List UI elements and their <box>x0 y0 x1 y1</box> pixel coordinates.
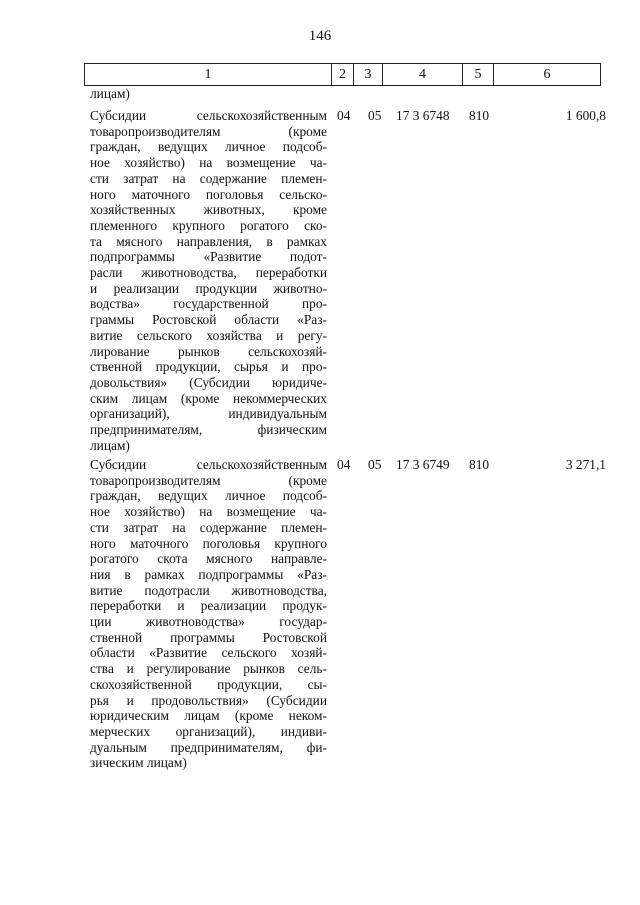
description-line: витие сельского хозяйства и регу- <box>90 327 327 343</box>
description-line: ное хозяйство) на возмещение ча- <box>90 155 327 171</box>
subsection-code: 05 <box>368 457 382 472</box>
target-article-code: 17 3 6748 <box>396 108 450 123</box>
description-line: Субсидии сельскохозяйственным <box>90 457 327 472</box>
subsection-code: 05 <box>368 108 382 123</box>
target-article-code: 17 3 6749 <box>396 457 450 472</box>
description-line: дуальным предпринимателям, фи- <box>90 739 327 755</box>
description-line: ния в рамках подпрограммы «Раз- <box>90 566 327 582</box>
description-line: организаций), индивидуальным <box>90 406 327 422</box>
description-line: предпринимателям, физическим <box>90 422 327 438</box>
description-line: и реализации продукции животно- <box>90 280 327 296</box>
page-number: 146 <box>308 28 332 44</box>
description-line: хозяйственных животных, кроме <box>90 202 327 218</box>
description-line: граммы Ростовской области «Раз- <box>90 312 327 328</box>
description-line: скохозяйственной продукции, сы- <box>90 676 327 692</box>
description-line: племенного крупного рогатого ско- <box>90 217 327 233</box>
section-code: 04 <box>337 108 351 123</box>
description-line: довольствия» (Субсидии юридиче- <box>90 374 327 390</box>
description-line: ного маточного поголовья сельско- <box>90 186 327 202</box>
column-number-3: 3 <box>354 64 383 86</box>
amount-value: 1 600,8 <box>565 108 606 123</box>
expense-type-code: 810 <box>469 108 490 123</box>
description-line: ное хозяйство) на возмещение ча- <box>90 504 327 520</box>
description-line: ства и регулирование рынков сель- <box>90 661 327 677</box>
column-number-6: 6 <box>494 64 601 86</box>
description-line: сти затрат на содержание племен- <box>90 519 327 535</box>
description-line: ственной продукции, сырья и про- <box>90 359 327 375</box>
description-line: ции животноводства» государ- <box>90 614 327 630</box>
description-line: водства» государственной про- <box>90 296 327 312</box>
description-line: граждан, ведущих личное подсоб- <box>90 139 327 155</box>
section-code: 04 <box>337 457 351 472</box>
expense-type-code: 810 <box>469 457 490 472</box>
table-column-header <box>84 63 601 86</box>
description-line: зическим лицам) <box>90 755 187 771</box>
description-line: юридическим лицам (кроме неком- <box>90 708 327 724</box>
description-line: рогатого скота мясного направле- <box>90 551 327 567</box>
description-line: сти затрат на содержание племен- <box>90 170 327 186</box>
description-line: Субсидии сельскохозяйственным <box>90 108 327 123</box>
description-line: витие подотрасли животноводства, <box>90 582 327 598</box>
description-line: лирование рынков сельскохозяй- <box>90 343 327 359</box>
row-description <box>90 108 327 453</box>
description-line: ственной программы Ростовской <box>90 629 327 645</box>
column-number-2: 2 <box>332 64 354 86</box>
row-description <box>90 457 327 771</box>
column-number-4: 4 <box>383 64 463 86</box>
description-line: лицам) <box>90 437 130 453</box>
description-line: граждан, ведущих личное подсоб- <box>90 488 327 504</box>
column-number-1: 1 <box>85 64 332 86</box>
description-line: товаропроизводителям (кроме <box>90 123 327 139</box>
description-line: рья и продовольствия» (Субсидии <box>90 692 327 708</box>
description-line: та мясного направления, в рамках <box>90 233 327 249</box>
amount-value: 3 271,1 <box>565 457 606 472</box>
continuation-text: лицам) <box>90 86 130 101</box>
description-line: ного маточного поголовья крупного <box>90 535 327 551</box>
description-line: переработки и реализации продук- <box>90 598 327 614</box>
description-line: расли животноводства, переработки <box>90 265 327 281</box>
description-line: области «Развитие сельского хозяй- <box>90 645 327 661</box>
column-number-5: 5 <box>463 64 494 86</box>
description-line: ским лицам (кроме некоммерческих <box>90 390 327 406</box>
description-line: мерческих организаций), индиви- <box>90 723 327 739</box>
description-line: товаропроизводителям (кроме <box>90 472 327 488</box>
description-line: подпрограммы «Развитие подот- <box>90 249 327 265</box>
